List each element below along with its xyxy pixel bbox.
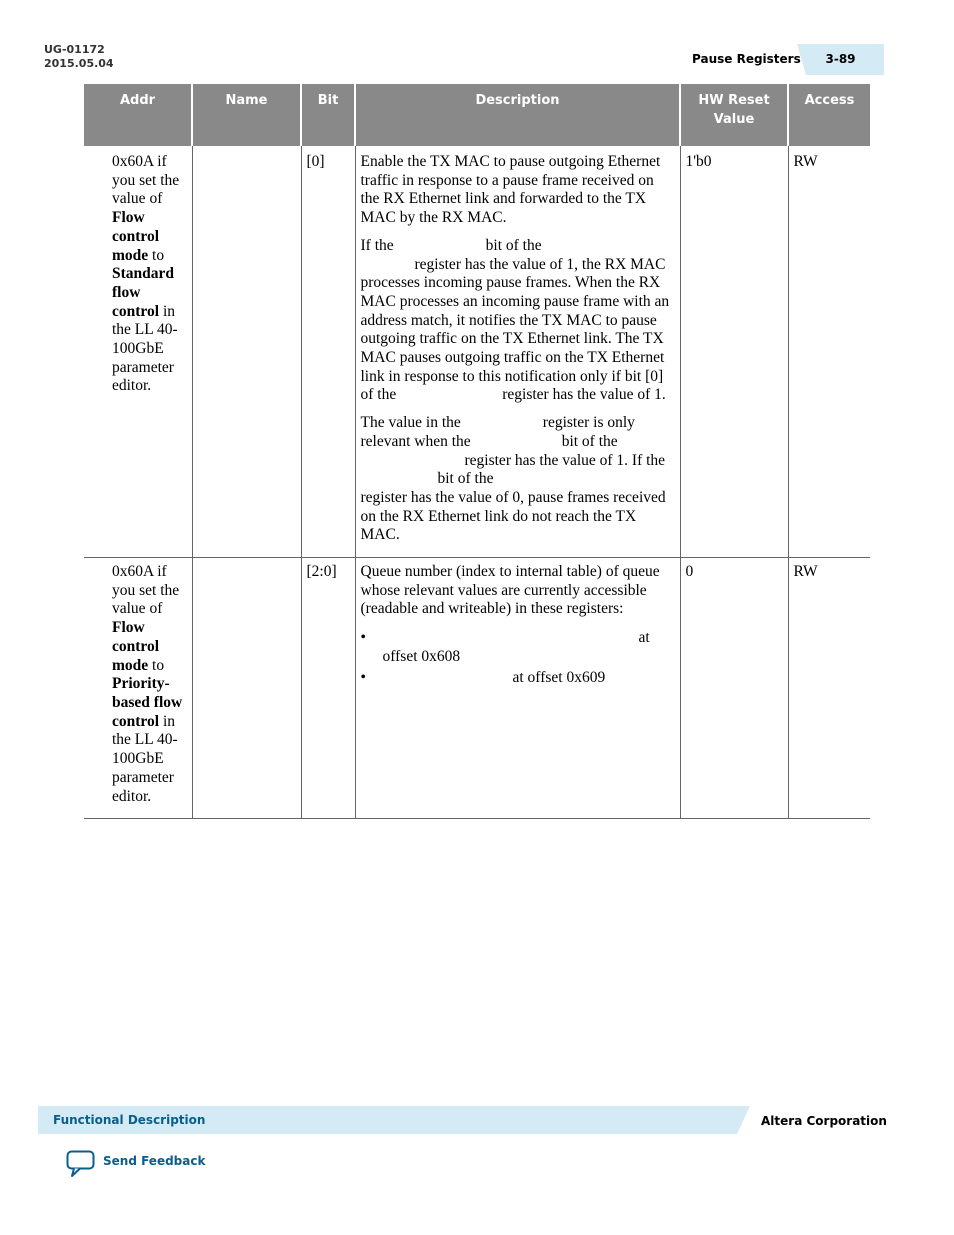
- document-id: [44, 43, 114, 71]
- list-item: • at offset 0x608: [360, 629, 650, 665]
- table-row: [84, 558, 870, 819]
- footer-section-link[interactable]: Functional Description: [53, 1113, 206, 1127]
- send-feedback-link[interactable]: Send Feedback: [103, 1154, 206, 1168]
- addr-bold: Flow control mode: [112, 619, 160, 674]
- addr-text: to: [148, 656, 165, 674]
- doc-code: UG-01172: [44, 43, 105, 56]
- list-item: • at offset 0x609: [360, 668, 606, 686]
- doc-date: 2015.05.04: [44, 57, 114, 70]
- column-header-hw-reset-value: HW Reset Value: [680, 84, 788, 146]
- footer-company: Altera Corporation: [761, 1114, 887, 1128]
- addr-bold: Standard flow control: [112, 265, 175, 320]
- description-cell: [355, 558, 680, 819]
- addr-text: in the LL 40-100GbE parameter editor.: [112, 712, 178, 805]
- addr-cell: [84, 558, 192, 819]
- column-header-addr: Addr: [84, 84, 192, 146]
- bit-cell: [0]: [301, 146, 355, 558]
- addr-text: 0x60A if you set the value of: [112, 153, 180, 208]
- column-header-access: Access: [788, 84, 870, 146]
- description-paragraph: Enable the TX MAC to pause outgoing Ethernet traffic in response to a pause frame received on the RX Ethernet link and forwarded to the TX MAC by the RX MAC.: [360, 153, 661, 227]
- description-paragraph: Queue number (index to internal table) of queue whose relevant values are currently accessible (readable and writeable) in these registers:: [360, 563, 660, 618]
- table-header-row: [84, 84, 870, 146]
- page-number: 3-89: [825, 52, 856, 66]
- addr-cell: [84, 146, 192, 558]
- bit-cell: [2:0]: [301, 558, 355, 819]
- access-cell: RW: [788, 146, 870, 558]
- addr-bold: Flow control mode: [112, 209, 160, 264]
- description-paragraph: If the bit of the register has the value of 1, the RX MAC processes incoming pause frames. When the RX MAC processes an incoming pause frame with an address match, it notifies the TX MAC to pause outgoing traffic on the TX Ethernet link. The TX MAC pauses outgoing traffic on the TX Ethernet link in response to this notification only if bit [0] of the register has the value of 1.: [360, 236, 670, 404]
- register-table: [84, 84, 870, 819]
- addr-text: in the LL 40-100GbE parameter editor.: [112, 302, 178, 395]
- column-header-name: Name: [192, 84, 301, 146]
- column-header-bit: Bit: [301, 84, 355, 146]
- description-paragraph: The value in the register is only relevant when the bit of the register has the value of 1. If thebit of the register has the value of 0, pause frames received on the RX Ethernet link do not reach the TX MAC.: [360, 414, 666, 544]
- name-cell: [192, 558, 301, 819]
- description-cell: [355, 146, 680, 558]
- addr-text: to: [148, 246, 165, 264]
- hw-reset-value-cell: 0: [680, 558, 788, 819]
- addr-bold: Priority-based flow control: [112, 675, 183, 730]
- section-title: Pause Registers: [692, 52, 801, 66]
- access-cell: RW: [788, 558, 870, 819]
- name-cell: [192, 146, 301, 558]
- register-list: [361, 629, 675, 687]
- feedback-icon[interactable]: [66, 1150, 96, 1178]
- hw-reset-value-cell: 1'b0: [680, 146, 788, 558]
- page-number-tab: [797, 44, 884, 75]
- column-header-description: Description: [355, 84, 680, 146]
- table-row: [84, 146, 870, 558]
- addr-text: 0x60A if you set the value of: [112, 563, 180, 618]
